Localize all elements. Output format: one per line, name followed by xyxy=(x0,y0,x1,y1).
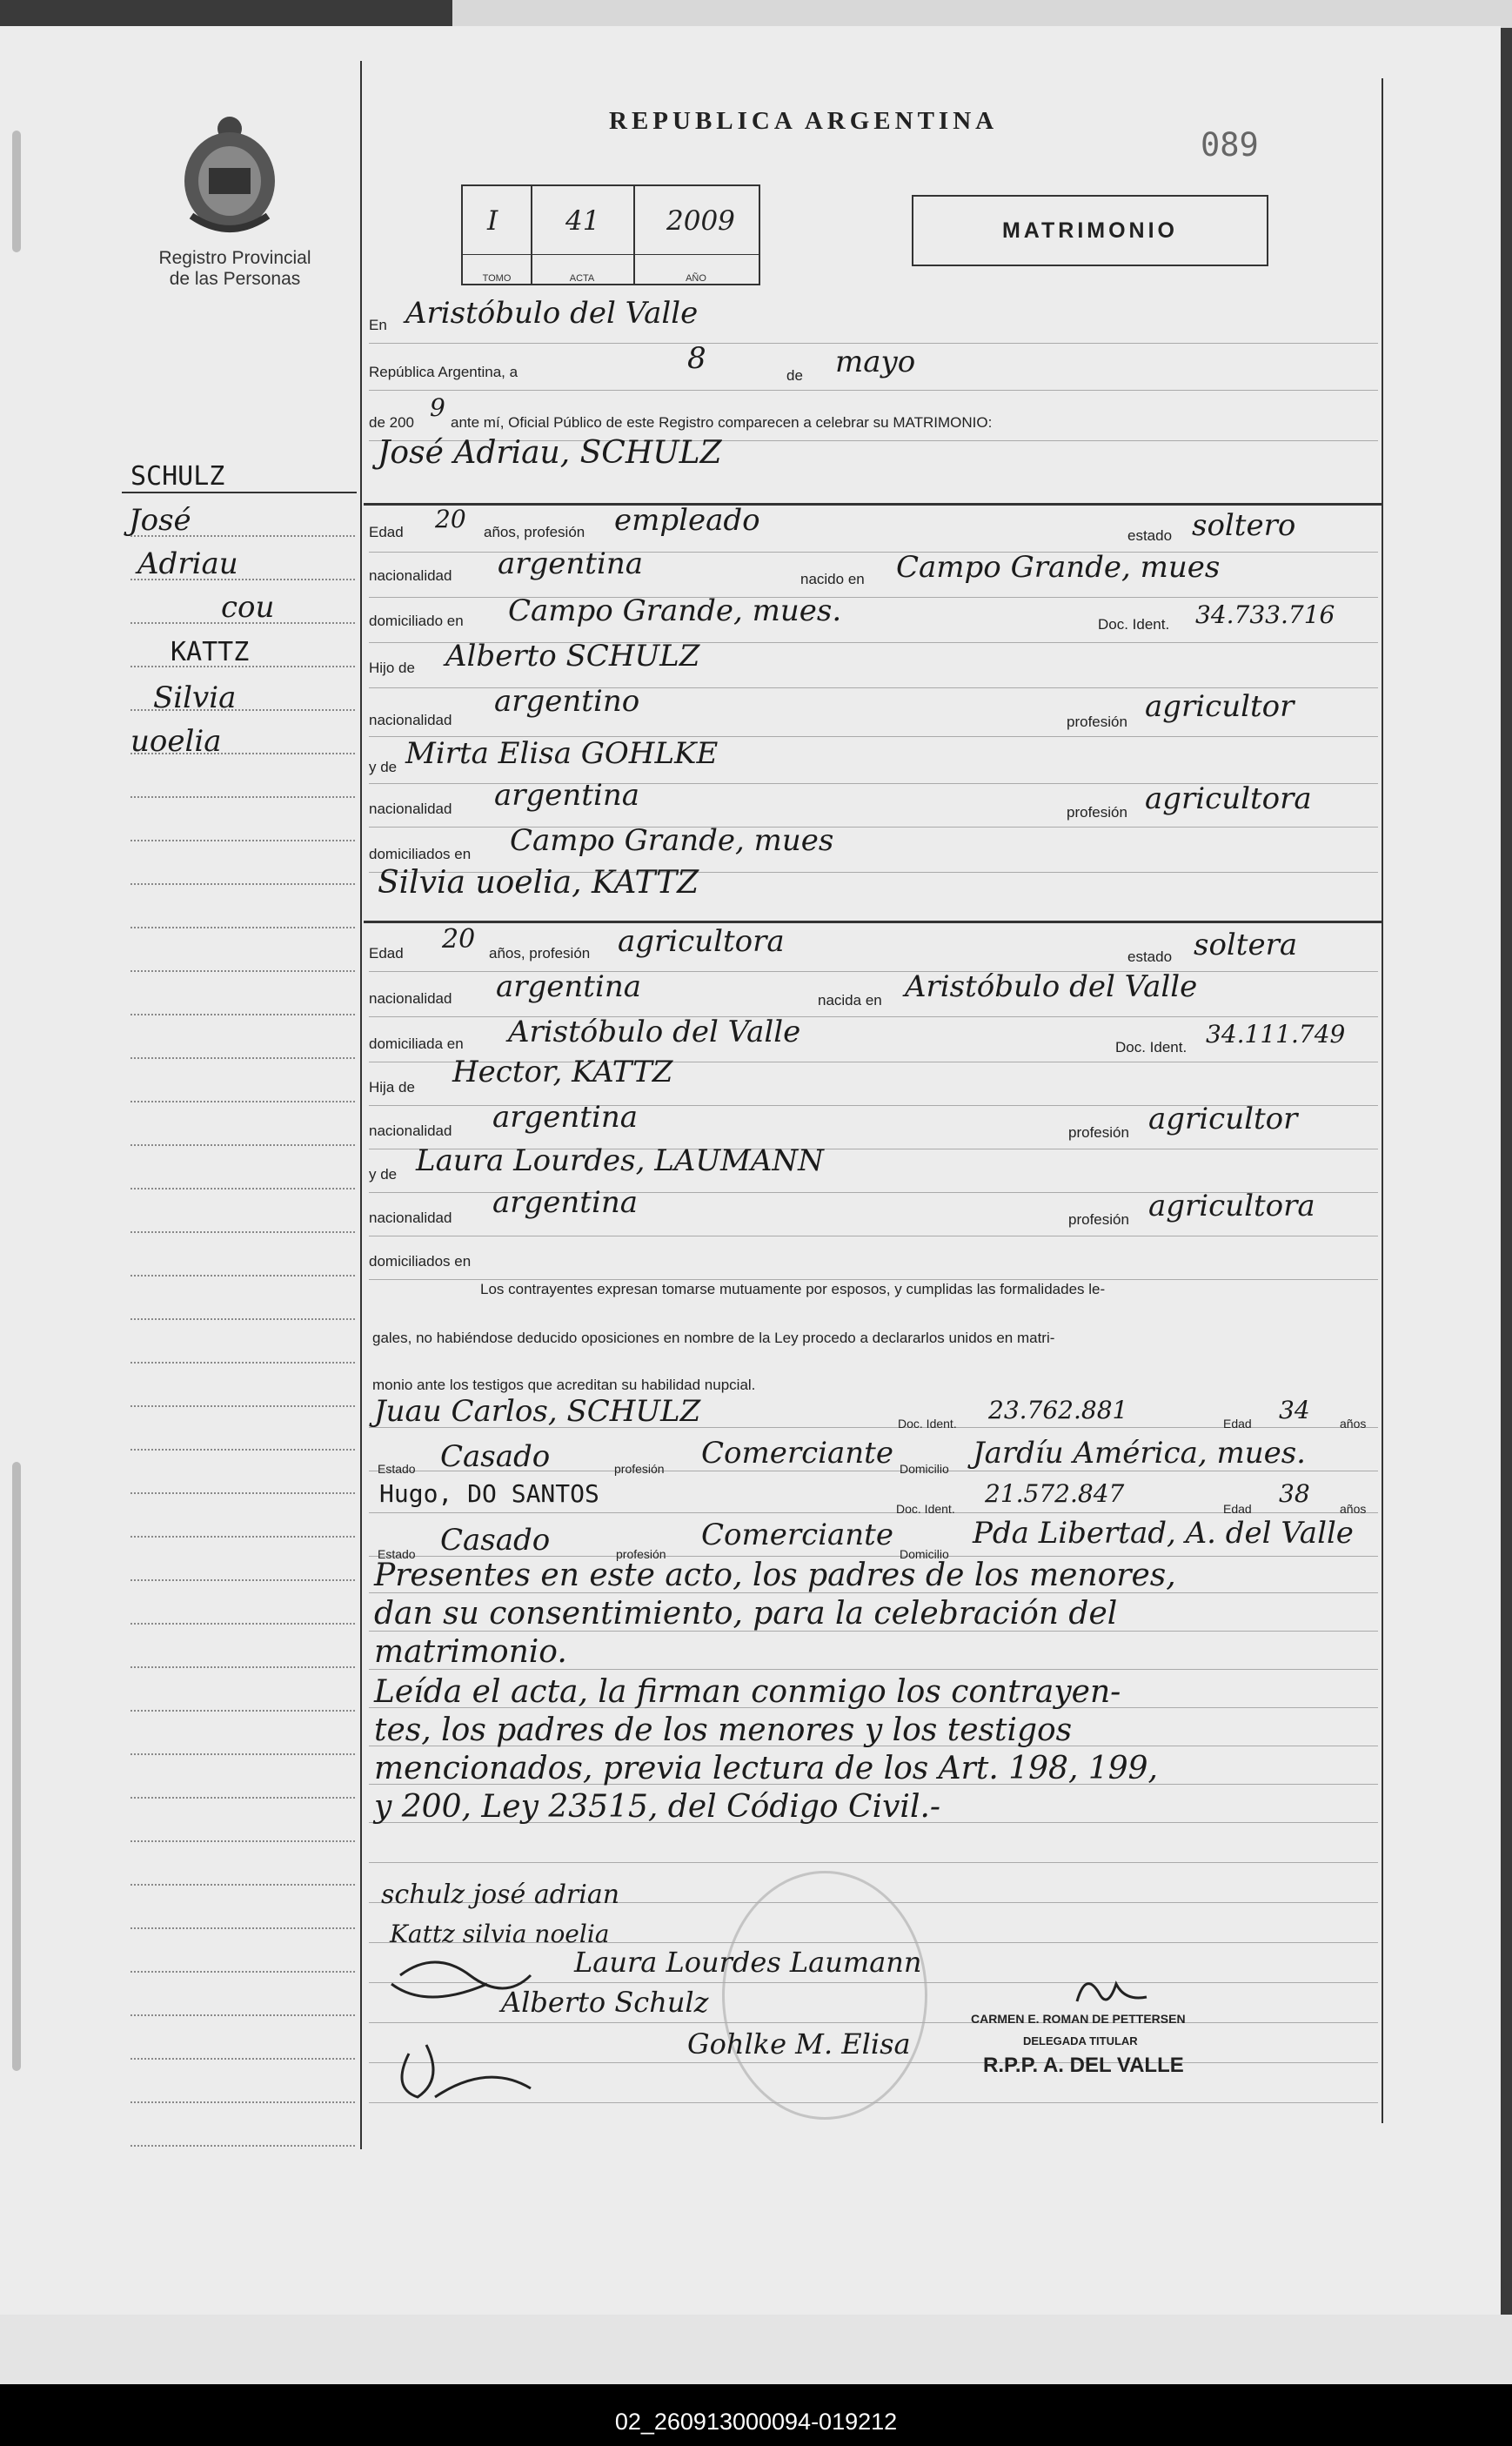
ruled-line xyxy=(130,970,355,972)
declaration-line: Los contrayentes expresan tomarse mutuamente por esposos, y cumplidas las formalidades le- xyxy=(480,1281,1106,1297)
registry-name: Registro Provincial de las Personas xyxy=(158,248,311,289)
acta-value: 41 xyxy=(565,205,600,237)
ruled-line xyxy=(130,1405,355,1407)
witness2-age: 38 xyxy=(1279,1479,1310,1508)
ruled-line xyxy=(130,1710,355,1712)
page-edge-bottom xyxy=(0,2315,1512,2384)
bride-mother-profession: agricultora xyxy=(1148,1189,1315,1223)
margin-rule xyxy=(360,61,362,2149)
note-line: y 200, Ley 23515, del Código Civil.- xyxy=(374,1789,941,1825)
groom-doc: 34.733.716 xyxy=(1195,600,1335,629)
official-signature xyxy=(1068,1967,1155,2019)
signature: Laura Lourdes Laumann xyxy=(574,1946,922,1979)
ruled-line xyxy=(130,2145,355,2147)
ruled-line xyxy=(369,343,1378,344)
ruled-line xyxy=(130,1536,355,1538)
right-rule xyxy=(1382,78,1383,2123)
witness1-domicile: Jardíu América, mues. xyxy=(973,1436,1306,1471)
tomo-acta-ano-box: I 41 2009 TOMO ACTA AÑO xyxy=(461,184,760,285)
groom-nationality: argentina xyxy=(498,546,644,581)
country-title: REPUBLICA ARGENTINA xyxy=(609,107,999,135)
groom-birthplace: Campo Grande, mues xyxy=(896,550,1221,585)
bride-profession: agricultora xyxy=(618,924,785,959)
ruled-line xyxy=(369,390,1378,391)
groom-mother: Mirta Elisa GOHLKE xyxy=(405,736,719,771)
official-title: DELEGADA TITULAR xyxy=(1023,2034,1138,2047)
page-edge-top xyxy=(452,0,1512,28)
ruled-line xyxy=(130,1362,355,1364)
binding-mark xyxy=(12,131,21,252)
ruled-line xyxy=(130,1057,355,1059)
ruled-line xyxy=(130,927,355,928)
signature: Kattz silvia noelia xyxy=(390,1920,610,1948)
file-name: 02_260913000094-019212 xyxy=(614,2409,898,2435)
witness2-profession: Comerciante xyxy=(701,1518,893,1552)
groom-domicile: Campo Grande, mues. xyxy=(508,593,842,628)
ruled-line xyxy=(130,535,355,537)
witness2-status: Casado xyxy=(440,1523,551,1558)
bride-father-profession: agricultor xyxy=(1148,1102,1298,1136)
tomo-value: I xyxy=(487,205,498,237)
bride-domicile: Aristóbulo del Valle xyxy=(508,1015,801,1049)
witness2-name: Hugo, DO SANTOS xyxy=(379,1479,599,1508)
ruled-line xyxy=(130,579,355,580)
note-line: mencionados, previa lectura de los Art. 198, 199, xyxy=(374,1751,1158,1786)
ceremony-day: 8 xyxy=(687,341,706,376)
ruled-line xyxy=(130,1449,355,1451)
bride-father-nationality: argentina xyxy=(492,1100,639,1135)
ruled-line xyxy=(130,1971,355,1973)
bride-father: Hector, KATTZ xyxy=(452,1055,673,1089)
margin-line: uoelia xyxy=(130,724,222,759)
declaration-line: gales, no habiéndose deducido oposiciones en nombre de la Ley procedo a declararlos unidos en matri- xyxy=(372,1330,1055,1346)
witness1-doc: 23.762.881 xyxy=(988,1396,1128,1424)
ruled-line xyxy=(130,1275,355,1277)
ruled-line xyxy=(130,1666,355,1668)
ruled-line xyxy=(130,1884,355,1886)
margin-line: KATTZ xyxy=(171,637,250,667)
sheet-number: 089 xyxy=(1201,126,1259,164)
ruled-line xyxy=(130,1188,355,1189)
ruled-line xyxy=(130,840,355,841)
groom-father: Alberto SCHULZ xyxy=(445,639,700,673)
ruled-line xyxy=(130,2014,355,2016)
ruled-line xyxy=(130,796,355,798)
groom-mother-nationality: argentina xyxy=(494,778,640,813)
margin-line: cou xyxy=(221,590,275,625)
note-line: Leída el acta, la firman conmigo los contrayen- xyxy=(374,1674,1121,1710)
note-line: dan su consentimiento, para la celebración del xyxy=(374,1596,1118,1632)
witness1-age: 34 xyxy=(1279,1396,1310,1424)
ceremony-place: Aristóbulo del Valle xyxy=(405,296,699,331)
ruled-line xyxy=(130,1753,355,1755)
witness1-name: Juau Carlos, SCHULZ xyxy=(374,1394,701,1429)
ruled-line xyxy=(130,1144,355,1146)
ruled-line xyxy=(369,1862,1378,1863)
ceremony-year-digit: 9 xyxy=(430,393,445,422)
signature: Alberto Schulz xyxy=(501,1986,709,2019)
witness2-domicile: Pda Libertad, A. del Valle xyxy=(973,1516,1354,1551)
ruled-line xyxy=(130,1797,355,1799)
signature-scribble xyxy=(383,1949,539,2123)
ruled-line xyxy=(130,2058,355,2060)
groom-age: 20 xyxy=(435,505,466,533)
note-line: tes, los padres de los menores y los testigos xyxy=(374,1712,1073,1748)
ruled-line xyxy=(130,1840,355,1842)
bride-mother-nationality: argentina xyxy=(492,1185,639,1220)
bride-nationality: argentina xyxy=(496,969,642,1004)
groom-mother-profession: agricultora xyxy=(1145,781,1312,816)
ruled-line xyxy=(130,1231,355,1233)
signature: Gohlke M. Elisa xyxy=(687,2027,911,2061)
bride-name: Silvia uoelia, KATTZ xyxy=(378,865,699,901)
binding-mark xyxy=(12,1462,21,2071)
bride-status: soltera xyxy=(1194,928,1298,962)
ruled-line xyxy=(130,1579,355,1581)
ruled-line xyxy=(130,1492,355,1494)
witness2-doc: 21.572.847 xyxy=(985,1479,1125,1508)
ruled-line xyxy=(130,1101,355,1102)
ruled-line xyxy=(130,1623,355,1625)
ruled-line xyxy=(130,709,355,711)
bride-age: 20 xyxy=(442,924,476,955)
groom-name: José Adriau, SCHULZ xyxy=(378,435,722,471)
ruled-line xyxy=(130,666,355,667)
ruled-line xyxy=(130,883,355,885)
margin-line: José xyxy=(129,503,191,538)
ruled-line xyxy=(130,753,355,754)
groom-status: soltero xyxy=(1192,508,1296,543)
official-seal xyxy=(722,1871,927,2120)
margin-line: Adriau xyxy=(137,546,238,581)
note-line: Presentes en este acto, los padres de los menores, xyxy=(374,1558,1176,1593)
ruled-line xyxy=(130,1927,355,1929)
witness1-status: Casado xyxy=(440,1439,551,1474)
bride-doc: 34.111.749 xyxy=(1206,1020,1346,1049)
margin-line: Silvia xyxy=(153,680,237,715)
groom-parents-domicile: Campo Grande, mues xyxy=(510,823,834,858)
ano-value: 2009 xyxy=(666,205,735,237)
groom-father-profession: agricultor xyxy=(1145,689,1295,724)
margin-surname: SCHULZ xyxy=(130,461,225,492)
bride-mother: Laura Lourdes, LAUMANN xyxy=(416,1143,824,1178)
ruled-line xyxy=(369,1279,1378,1280)
coat-of-arms-icon xyxy=(174,103,285,233)
declaration-line: monio ante los testigos que acreditan su habilidad nupcial. xyxy=(372,1377,756,1393)
signature: schulz josé adrian xyxy=(381,1880,620,1910)
official-office: R.P.P. A. DEL VALLE xyxy=(983,2054,1184,2077)
ruled-line xyxy=(130,1318,355,1320)
record-type: MATRIMONIO xyxy=(912,195,1268,266)
ruled-line xyxy=(130,1014,355,1015)
bride-birthplace: Aristóbulo del Valle xyxy=(905,969,1198,1004)
ruled-line xyxy=(130,2101,355,2103)
official-name: CARMEN E. ROMAN DE PETTERSEN xyxy=(971,2012,1186,2026)
note-line: matrimonio. xyxy=(374,1634,567,1670)
groom-father-nationality: argentino xyxy=(494,684,640,719)
ruled-line xyxy=(130,622,355,624)
witness1-profession: Comerciante xyxy=(701,1436,893,1471)
groom-profession: empleado xyxy=(614,503,760,538)
ceremony-month: mayo xyxy=(835,345,916,379)
